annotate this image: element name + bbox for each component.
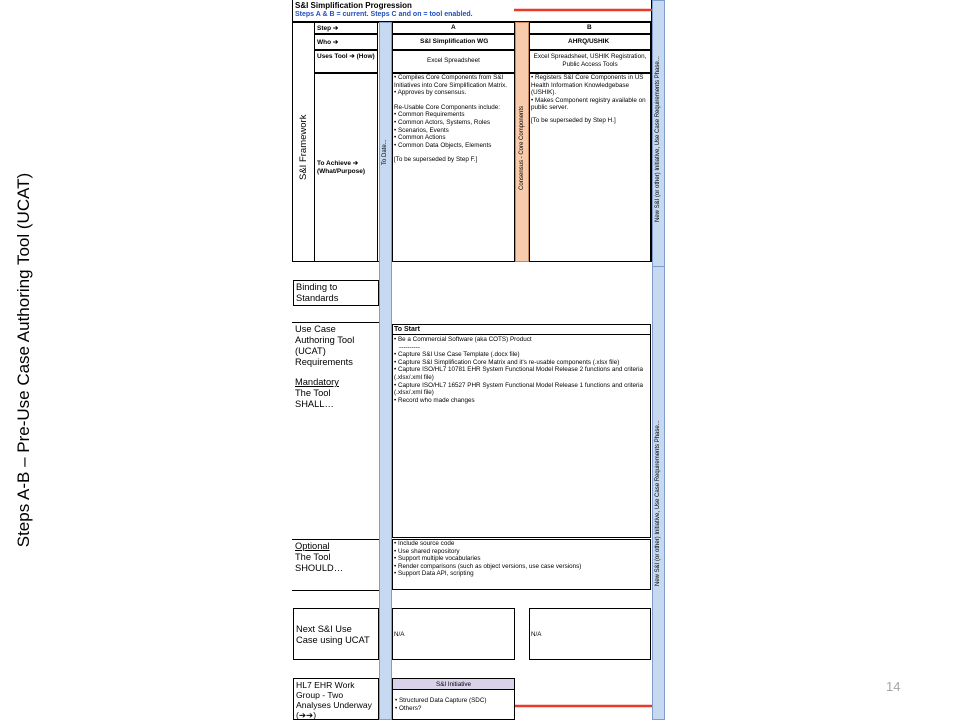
new-initiative-label-bottom: New S&I (or other) Initiative, Use Case Requirements Phase...	[655, 420, 661, 586]
col-a-achieve-item: • Compiles Core Components from S&I Initiatives into Core Simplification Matrix.	[394, 74, 513, 89]
hl7-label: HL7 EHR Work Group - Two Analyses Underway (➔➔)	[293, 678, 379, 720]
ucat-shall-item: • Capture S&I Use Case Template (.docx file)	[394, 351, 648, 359]
col-b-tool: Excel Spreadsheet, USHIK Registration, Public Access Tools	[533, 53, 647, 68]
col-a-reusable-item: • Common Data Objects, Elements	[394, 142, 513, 150]
col-b-step: B	[587, 24, 592, 31]
col-a-superseded: [To be superseded by Step F.]	[394, 156, 478, 164]
col-b-superseded: [To be superseded by Step H.]	[531, 116, 616, 124]
optional-item: • Render comparisons (such as object versions, use case versions)	[394, 563, 648, 571]
next-use-case-label: Next S&I Use Case using UCAT	[293, 608, 379, 660]
ucat-label-line: (UCAT)	[295, 346, 326, 356]
next-use-case-a-box	[392, 608, 515, 660]
optional-top-line	[292, 539, 379, 540]
optional-should: The Tool SHOULD…	[295, 552, 344, 573]
ucat-shall-line: The Tool SHALL…	[295, 388, 334, 409]
col-a-reusable-item: • Common Actors, Systems, Roles	[394, 119, 513, 127]
ucat-label-line: Requirements	[295, 357, 353, 367]
row-tool-label: Uses Tool ➔ (How)	[317, 53, 375, 60]
col-a-reusable-item: • Common Requirements	[394, 111, 513, 119]
col-b-achieve-item: • Registers S&I Core Components in US Health Information Knowledgebase (USHIK).	[531, 74, 649, 97]
header-subtitle: Steps A & B = current. Steps C and on = tool enabled.	[295, 11, 473, 18]
initiative-item: • Others?	[395, 705, 513, 713]
col-a-achieve-item: • Approves by consensus.	[394, 89, 513, 97]
to-date-bar	[379, 22, 392, 720]
initiative-title: S&I Initiative	[436, 681, 471, 688]
ucat-header-line	[392, 334, 651, 335]
top-arrow-icon	[514, 4, 664, 16]
optional-item: • Support multiple vocabularies	[394, 555, 648, 563]
framework-label: S&I Framework	[298, 114, 309, 180]
new-initiative-label-top: New S&I (or other) Initiative, Use Case Requirements Phase...	[655, 56, 661, 222]
ucat-label-line: Use Case	[295, 324, 336, 334]
slide-title: Steps A-B – Pre-Use Case Authoring Tool (UCAT)	[14, 172, 33, 548]
optional-bottom-line	[292, 590, 379, 591]
page-number: 14	[886, 679, 901, 694]
ucat-shall-item: • Capture ISO/HL7 10781 EHR System Functional Model Release 2 functions and criteria (.xlsx/.xml file)	[394, 366, 648, 381]
col-a-tool: Excel Spreadsheet	[427, 57, 480, 64]
col-a-reusable-item: • Common Actions	[394, 134, 513, 142]
ucat-mandatory: Mandatory	[295, 377, 339, 387]
ucat-cots: • Be a Commercial Software (aka COTS) Product	[394, 336, 648, 344]
bottom-arrow-icon	[514, 700, 664, 712]
ucat-label-box	[293, 323, 379, 537]
row-step-label: Step ➔	[317, 25, 339, 32]
col-a-reusable-heading: Re-Usable Core Components include:	[394, 103, 501, 111]
optional-item: • Support Data API, scripting	[394, 570, 648, 578]
col-a-step: A	[451, 24, 456, 31]
ucat-label-line: Authoring Tool	[295, 335, 355, 345]
next-use-case-a: N/A	[394, 631, 405, 638]
col-b-achieve	[531, 74, 649, 125]
optional-label: Optional	[295, 541, 330, 551]
initiative-item: • Structured Data Capture (SDC)	[395, 697, 513, 705]
row-who-label: Who ➔	[317, 39, 339, 46]
col-a-who: S&I Simplification WG	[420, 38, 489, 45]
optional-list	[394, 540, 648, 578]
to-date-label: To Date...	[382, 139, 388, 165]
optional-item: • Use shared repository	[394, 548, 648, 556]
optional-item: • Include source code	[394, 540, 648, 548]
ucat-to-start: To Start	[394, 326, 420, 333]
next-use-case-b-box	[529, 608, 651, 660]
optional-label-box	[295, 541, 379, 574]
header-title: S&I Simplification Progression	[295, 1, 412, 10]
binding-label: Binding to Standards	[293, 280, 379, 306]
consensus-label: Consensus - Core Components	[519, 105, 525, 190]
ucat-shall-item: • Record who made changes	[394, 397, 648, 405]
ucat-top-line	[292, 322, 379, 323]
ucat-dashes: ----------	[399, 343, 420, 351]
col-a-achieve	[394, 74, 513, 164]
initiative-list	[395, 697, 513, 712]
col-b-achieve-item: • Makes Component registry available on public server.	[531, 97, 649, 112]
row-achieve-label: To Achieve ➔ (What/Purpose)	[317, 160, 366, 175]
col-b-who: AHRQ/USHIK	[568, 38, 610, 45]
ucat-shall-item: • Capture S&I Simplification Core Matrix and it's re-usable components (.xlsx file)	[394, 359, 648, 367]
new-initiative-divider	[652, 266, 665, 267]
ucat-shall-item: • Capture ISO/HL7 16527 PHR System Functional Model Release 1 functions and criteria (.xlsx/.xml file)	[394, 382, 648, 397]
ucat-shall-list	[394, 336, 648, 404]
next-use-case-b: N/A	[531, 631, 542, 638]
col-a-reusable-item: • Scenarios, Events	[394, 127, 513, 135]
